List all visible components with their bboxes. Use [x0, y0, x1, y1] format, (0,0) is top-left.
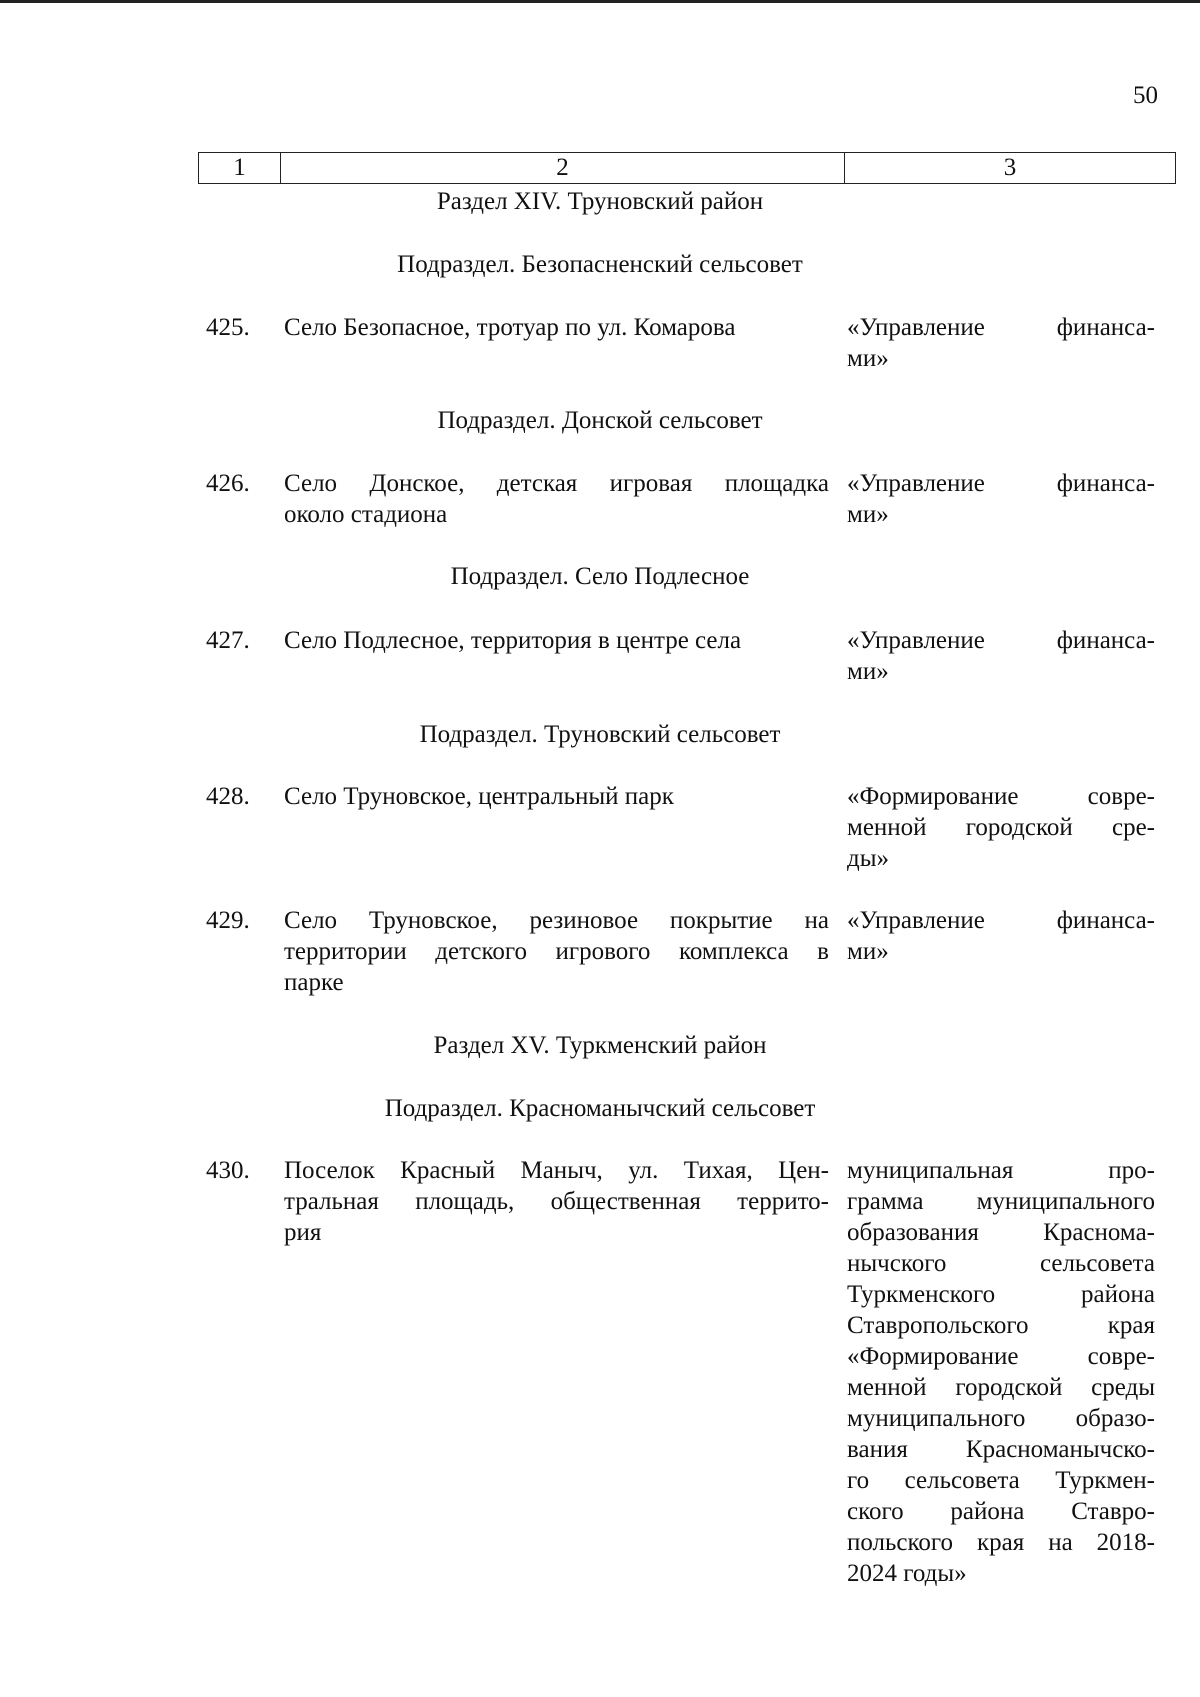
- row-description: Поселок Красный Маныч, ул. Тихая, Цен- тральная площадь, общественная террито- рия: [284, 1157, 829, 1246]
- row-number: 425.: [206, 314, 250, 341]
- subsection-title: Подраздел. Село Подлесное: [450, 563, 750, 590]
- row-description: Село Труновское, резиновое покрытие на территории детского игрового комплекса в парке: [284, 907, 829, 996]
- table-column-header: [198, 152, 1176, 184]
- row-program: «Управление финанса- ми»: [847, 470, 1155, 528]
- row-number: 430.: [206, 1157, 250, 1184]
- column-number-2: 2: [281, 153, 845, 183]
- subsection-title: Подраздел. Красноманычский сельсовет: [384, 1095, 816, 1122]
- row-number: 429.: [206, 907, 250, 934]
- row-description: Село Донское, детская игровая площадка около стадиона: [284, 470, 829, 528]
- row-program: «Управление финанса- ми»: [847, 627, 1155, 685]
- row-number: 426.: [206, 470, 250, 497]
- row-description: Село Подлесное, территория в центре села: [284, 627, 742, 654]
- row-description: Село Безопасное, тротуар по ул. Комарова: [284, 314, 736, 341]
- top-border-line: [0, 0, 1200, 3]
- section-title: Раздел XV. Туркменский район: [433, 1032, 767, 1059]
- subsection-title: Подраздел. Донской сельсовет: [437, 407, 763, 434]
- row-program: «Формирование совре- менной городской сре- ды»: [847, 783, 1155, 872]
- column-number-3: 3: [1003, 154, 1017, 181]
- row-number: 427.: [206, 627, 250, 654]
- row-program: «Управление финанса- ми»: [847, 314, 1155, 372]
- column-number-1: 1: [199, 153, 281, 183]
- section-title: Раздел XIV. Труновский район: [436, 188, 764, 215]
- page-number: 50: [1133, 82, 1158, 109]
- subsection-title: Подраздел. Безопасненский сельсовет: [397, 251, 803, 278]
- row-number: 428.: [206, 783, 250, 810]
- row-program: муниципальная про- грамма муниципального образования Краснома- нычского сельсовета Туркменского района Ставропольского края «Формирование совре- менной городской среды муниципального образо- вания Красноманычско- го сельсовета Туркмен- ского района Ставро- польского края на 2018- 2024 годы»: [847, 1157, 1155, 1587]
- row-description: Село Труновское, центральный парк: [284, 783, 674, 810]
- row-program: «Управление финанса- ми»: [847, 907, 1155, 965]
- subsection-title: Подраздел. Труновский сельсовет: [419, 721, 781, 748]
